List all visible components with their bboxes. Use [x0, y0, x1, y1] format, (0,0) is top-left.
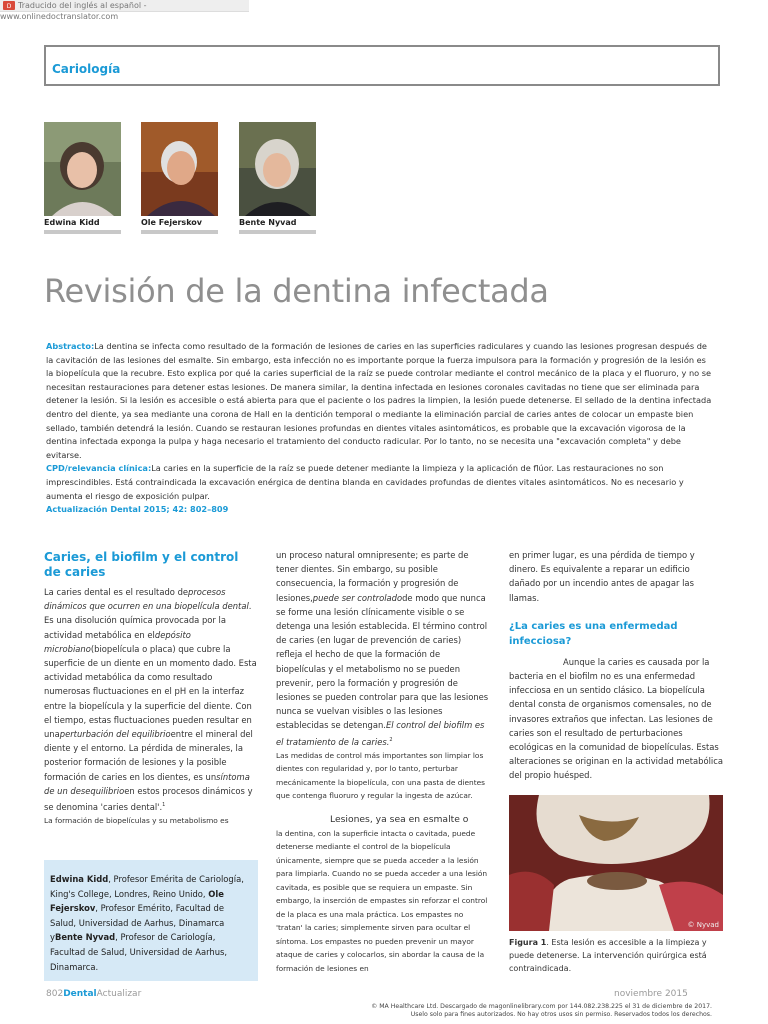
translator-banner[interactable]: [0, 0, 249, 21]
translator-logo-icon: [3, 1, 15, 10]
author-card: [141, 122, 218, 234]
figure-caption-label: Figura 1: [509, 938, 547, 947]
italic-text: El control del biofilm es el tratamiento de la caries.: [276, 720, 485, 747]
bio-author-name: Bente Nyvad: [54, 932, 116, 943]
article-title: Revisión de la dentina infectada: [44, 272, 549, 310]
author-card: [239, 122, 316, 234]
copyright-notice: [371, 1003, 712, 1020]
section-heading-infection: ¿La caries es una enfermedad infecciosa?: [509, 620, 678, 647]
author-underline: [44, 230, 121, 234]
body-text: entre el mineral del diente y el entorno. La pérdida de minerales, la posterior formación de lesiones y la posible formación de caries en los dientes, es un: [44, 729, 253, 782]
bio-author-name: Ole Fejerskov: [50, 888, 224, 914]
author-name: Ole Fejerskov: [141, 218, 203, 227]
section-label: Cariología: [52, 62, 121, 76]
author-name: Edwina Kidd: [44, 218, 100, 227]
copyright-line: © MA Healthcare Ltd. Descargado de magonlinelibrary.com por 144.082.238.225 el 31 de diciembre de 2017.: [371, 1003, 712, 1010]
italic-text: depósito microbiano: [44, 629, 191, 654]
abstract-label: Abstracto:: [46, 341, 95, 351]
italic-text: síntoma de un desequilibrio: [44, 771, 250, 796]
body-text: en estos procesos dinámicos y se denomina 'caries dental'.: [44, 785, 253, 812]
author-photo: [44, 122, 121, 216]
body-paragraph: la dentina, con la superficie intacta o cavitada, puede detenerse mediante el control de la biopelícula únicamente, siempre que se pueda acceder a la lesión para limpiarla. Cuando no se pueda acceder a una lesión cavitada, es posible que se requiera un empaste. Sin embargo, la inserción de empastes sin reforzar el control de la placa es una mala práctica. Los empastes no 'tratan' la caries; simplemente sirven para ocultar el síntoma. Los empastes no pueden prevenir un mayor ataque de caries y colocarlos, sin abordar la causa de la formación de lesiones en: [276, 828, 488, 973]
body-paragraph: La formación de biopelículas y su metabolismo es: [44, 816, 229, 826]
body-text: de modo que nunca se forme una lesión clínicamente visible o se detenga una lesión establecida. El término control de caries (en lugar de prevención de caries) refleja el hecho de que la formación de biopelículas y el metabolismo no se pueden prevenir, pero la formación y progresión de lesiones se pueden controlar para que las lesiones nunca se vuelvan visibles o las lesiones establecidas se detengan.: [276, 592, 489, 731]
bio-text: , Profesor Emérito, Facultad de Salud, Universidad de Aarhus, Dinamarca y: [50, 903, 225, 943]
body-paragraph: [44, 585, 258, 814]
author-underline: [141, 230, 218, 234]
body-paragraph: [276, 548, 490, 749]
author-underline: [239, 230, 316, 234]
abstract-text: La dentina se infecta como resultado de la formación de lesiones de caries en las superficies radiculares y cuando las lesiones progresan después de la cavitación de las lesiones del esmalte. Sin embargo, esta infección no es importante porque la fuerza impulsora para la formación y progresión de la lesión es la biopelícula que la recubre. Esto explica por qué la caries superficial de la raíz se puede controlar mediante el control mecánico de la placa y el fluoruro, y no se necesitan restauraciones para detener estas lesiones. De manera similar, la dentina infectada en lesiones coronales cavitadas no tiene que ser eliminada para detener la lesión. Si la lesión es accesible o está abierta para que el paciente o los padres la limpien, la lesión puede detenerse. El sellado de la dentina infectada dentro del diente, ya sea mediante una corona de Hall en la dentición temporal o mediante la eliminación parcial de caries antes de colocar un empaste bien sellado, también detendrá la lesión. Cuando se restauran lesiones profundas en dientes vitales asintomáticos, es probable que la excavación vigorosa de la dentina infectada exponga la pulpa y haga necesario el tratamiento del conducto radicular. Por lo tanto, no se necesita una "excavación completa" y debe evitarse.: [46, 341, 712, 460]
body-text: La caries dental es el resultado de: [44, 587, 189, 597]
reference-superscript: 1: [162, 802, 166, 809]
footer-date: noviembre 2015: [614, 989, 688, 999]
body-paragraph: Aunque la caries es causada por la bacteria en el biofilm no es una enfermedad infecciosa en un sentido clásico. La biopelícula dental consta de organismos comensales, no de invasores extraños que infectan. Las lesiones de caries son el resultado de perturbaciones ecológicas en la comunidad de biopelículas. Estas alteraciones se originan en la actividad metabólica del propio huésped.: [509, 656, 723, 781]
tooth-lesion-figure: [509, 795, 723, 931]
italic-text: procesos dinámicos que ocurren en una biopelícula dental: [44, 587, 249, 612]
figure-caption: [509, 936, 723, 976]
bio-text: , Profesor Emérita de Cariología, King's College, Londres, Reino Unido,: [50, 874, 244, 899]
italic-text: perturbación del equilibrio: [59, 729, 171, 740]
cpd-text: La caries en la superficie de la raíz se puede detener mediante la limpieza y la aplicación de flúor. Las restauraciones no son imprescindibles. Está contraindicada la excavación enérgica de dentina blanda en cavidades profundas de dientes vitales asintomáticos. No es necesario y aumenta el riesgo de exposición pulpar.: [46, 463, 684, 501]
abstract: [46, 340, 712, 517]
figure-watermark: © Nyvad: [687, 921, 719, 929]
svg-text:D: D: [6, 3, 12, 10]
bio-text: , Profesor de Cariología, Facultad de Salud, Universidad de Aarhus, Dinamarca.: [50, 932, 228, 972]
italic-text: puede ser controlado: [312, 592, 403, 603]
translator-banner-text: Traducido del inglés al español - www.onlinedoctranslator.com: [0, 1, 147, 21]
body-text: (biopelícula o placa) que cubre la superficie de un diente en un momento dado. Esta actividad metabólica da como resultado numerosas fluctuaciones en el pH en la interfaz entre la biopelícula y la superficie del diente. Con el tiempo, estas fluctuaciones pueden resultar en una: [44, 643, 257, 740]
text-column-3: [509, 548, 723, 783]
tooth-image: [509, 795, 723, 931]
author-bio-box: [44, 860, 258, 981]
figure-caption-text: . Esta lesión es accesible a la limpieza y puede detenerse. La intervención quirúrgica está contraindicada.: [509, 938, 707, 974]
body-text: un proceso natural omnipresente; es parte de tener dientes. Sin embargo, su posible consecuencia, la formación y progresión de lesiones,: [276, 550, 469, 603]
author-photo: [141, 122, 218, 216]
bio-author-name: Edwina Kidd: [50, 874, 109, 884]
body-text: . Es una disolución química provocada por la actividad metabólica en el: [44, 601, 252, 640]
journal-name-bold: Dental: [63, 989, 97, 999]
body-paragraph: en primer lugar, es una pérdida de tiempo y dinero. Es equivalente a reparar un edificio dañado por un incendio antes de apagar las llamas.: [509, 550, 695, 603]
section-heading-caries: Caries, el biofilm y el control de caries: [44, 550, 239, 579]
copyright-line: Uselo solo para fines autorizados. No hay otros usos sin permiso. Reservados todos los derechos.: [410, 1011, 712, 1019]
author-card: [44, 122, 121, 234]
cpd-label: CPD/relevancia clínica:: [46, 463, 152, 474]
paragraph-lead: Lesiones, ya sea en esmalte o: [330, 813, 469, 825]
footer-journal: [46, 989, 141, 999]
journal-name-light: Actualizar: [96, 989, 142, 999]
body-paragraph: Las medidas de control más importantes son limpiar los dientes con regularidad y, por lo tanto, perturbar mecánicamente la biopelícula, con una pasta de dientes que contenga fluoruro y regular la ingesta de azúcar.: [276, 750, 486, 801]
citation: Actualización Dental 2015; 42: 802–809: [46, 504, 229, 515]
author-photo: [239, 122, 316, 216]
text-column-2: [276, 548, 490, 975]
author-name: Bente Nyvad: [239, 218, 297, 227]
reference-superscript: 2: [389, 736, 393, 743]
page-number: 802: [46, 989, 64, 999]
section-header: [44, 45, 720, 86]
text-column-1: [44, 550, 258, 828]
